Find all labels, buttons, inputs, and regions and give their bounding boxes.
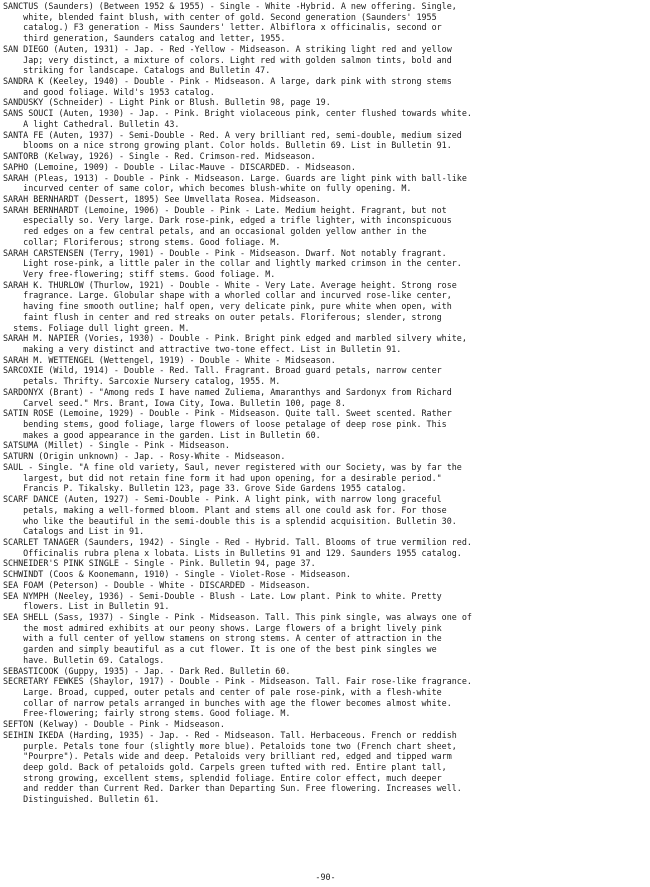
entry-line: SAUL - Single. "A fine old variety, Saul, never registered with our Society, was by far the [3, 461, 462, 472]
entry-line: SATSUMA (Millet) - Single - Pink - Midseason. [3, 440, 230, 451]
cultivar-entry [3, 537, 648, 558]
cultivar-entry [3, 591, 648, 612]
entry-line: red edges on a few central petals, and an occasional golden yellow anther in the [3, 226, 427, 237]
entry-line: blooms on a nice strong growing plant. Color holds. Bulletin 69. List in Bulletin 91. [3, 140, 452, 151]
entry-line: SARAH M. NAPIER (Vories, 1930) - Double - Pink. Bright pink edged and marbled silvery white, [3, 333, 467, 344]
entry-line: SEA FOAM (Peterson) - Double - White - DISCARDED - Midseason. [3, 579, 311, 590]
entry-line: largest, but did not retain fine form it had upon opening, for a desirable period." [3, 472, 442, 483]
cultivar-entry [3, 569, 648, 580]
entry-line: SEA SHELL (Sass, 1937) - Single - Pink - Midseason. Tall. This pink single, was always one of [3, 611, 472, 622]
entry-line: and redder than Current Red. Darker than Departing Sun. Free flowering. Increases well. [3, 783, 462, 794]
entry-line: SARAH BERNHARDT (Lemoine, 1906) - Double - Pink - Late. Medium height. Fragrant, but not [3, 204, 447, 215]
entry-line: SARCOXIE (Wild, 1914) - Double - Red. Tall. Fragrant. Broad guard petals, narrow center [3, 365, 442, 376]
entry-line: incurved center of same color, which becomes blush-white on fully opening. M. [3, 183, 412, 194]
cultivar-entry [3, 494, 648, 537]
entry-line: SCHNEIDER'S PINK SINGLE - Single - Pink. Bulletin 94, page 37. [3, 558, 316, 569]
entry-line: Free-flowering; fairly strong stems. Good foliage. M. [3, 708, 291, 719]
entry-line: SARAH CARSTENSEN (Terry, 1901) - Double - Pink - Midseason. Dwarf. Not notably fragrant. [3, 247, 447, 258]
cultivar-entry [3, 719, 648, 730]
entry-line: SANTA FE (Auten, 1937) - Semi-Double - Red. A very brilliant red, semi-double, medium sized [3, 129, 462, 140]
entry-line: flowers. List in Bulletin 91. [3, 601, 170, 612]
entry-line: Light rose-pink, a little paler in the collar and lightly marked crimson in the center. [3, 258, 462, 269]
entry-line: the most admired exhibits at our peony shows. Large flowers of a bright lively pink [3, 622, 442, 633]
entry-line: third generation, Saunders catalog and letter, 1955. [3, 33, 286, 44]
cultivar-entry [3, 248, 648, 280]
entry-line: SEFTON (Kelway) - Double - Pink - Midseason. [3, 719, 225, 730]
entry-list [3, 1, 648, 805]
entry-line: collar; Floriferous; strong stems. Good foliage. M. [3, 236, 281, 247]
entry-line: Distinguished. Bulletin 61. [3, 794, 160, 805]
entry-line: have. Bulletin 69. Catalogs. [3, 654, 165, 665]
entry-line: deep gold. Back of petaloids gold. Carpels green tufted with red. Entire plant tall, [3, 762, 447, 773]
entry-line: Very free-flowering; stiff stems. Good foliage. M. [3, 268, 276, 279]
cultivar-entry [3, 451, 648, 462]
entry-line: collar of narrow petals arranged in bunches with age the flower becomes almost white. [3, 697, 452, 708]
entry-line: SCARLET TANAGER (Saunders, 1942) - Single - Red - Hybrid. Tall. Blooms of true vermilion red. [3, 536, 472, 547]
cultivar-entry [3, 666, 648, 677]
entry-line: "Pourpre"). Petals wide and deep. Petaloids very brilliant red, edged and tipped warm [3, 751, 452, 762]
entry-line: SANTORB (Kelway, 1926) - Single - Red. Crimson-red. Midseason. [3, 151, 316, 162]
entry-line: makes a good appearance in the garden. List in Bulletin 60. [3, 429, 321, 440]
cultivar-entry [3, 333, 648, 354]
entry-line: SAPHO (Lemoine, 1909) - Double - Lilac-Mauve - DISCARDED. - Midseason. [3, 161, 356, 172]
entry-line: making a very distinct and attractive two-tone effect. List in Bulletin 91. [3, 344, 402, 354]
entry-line: especially so. Very large. Dark rose-pink, edged a trifle lighter, with inconspicuous [3, 215, 452, 226]
cultivar-entry [3, 162, 648, 173]
entry-line: garden and simply beautiful as a cut flower. It is one of the best pink singles we [3, 644, 437, 655]
cultivar-entry [3, 676, 648, 719]
entry-line: SATIN ROSE (Lemoine, 1929) - Double - Pink - Midseason. Quite tall. Sweet scented. Rather [3, 408, 452, 419]
entry-line: SANDRA K (Keeley, 1940) - Double - Pink - Midseason. A large, dark pink with strong stems [3, 76, 452, 87]
entry-line: white, blended faint blush, with center of gold. Second generation (Saunders' 1955 [3, 11, 437, 22]
entry-line: SARAH (Pleas, 1913) - Double - Pink - Midseason. Large. Guards are light pink with ball-like [3, 172, 467, 183]
entry-line: SEIHIN IKEDA (Harding, 1935) - Jap. - Red - Midseason. Tall. Herbaceous. French or reddish [3, 729, 457, 740]
entry-line: Francis P. Tikalsky. Bulletin 123, page 33. Grove Side Gardens 1955 catalog. [3, 483, 407, 494]
cultivar-entry [3, 97, 648, 108]
entry-line: Large. Broad, cupped, outer petals and center of pale rose-pink, with a flesh-white [3, 687, 442, 697]
entry-line: catalog.) F3 generation - Miss Saunders' letter. Albiflora x officinalis, second or [3, 22, 442, 33]
entry-line: Catalogs and List in 91. [3, 526, 145, 537]
entry-line: Carvel seed." Mrs. Brant, Iowa City, Iowa. Bulletin 100, page 8. [3, 397, 346, 408]
cultivar-entry [3, 173, 648, 194]
entry-line: SCARF DANCE (Auten, 1927) - Semi-Double - Pink. A light pink, with narrow long graceful [3, 494, 442, 505]
entry-line: SATURN (Origin unknown) - Jap. - Rosy-White - Midseason. [3, 451, 286, 462]
entry-line: SCHWINDT (Coos & Koonemann, 1910) - Single - Violet-Rose - Midseason. [3, 569, 351, 580]
entry-line: strong growing, excellent stems, splendid foliage. Entire color effect, much deeper [3, 772, 442, 783]
entry-line: purple. Petals tone four (slightly more blue). Petaloids tone two (French chart sheet, [3, 740, 457, 751]
entry-line: having fine smooth outline; half open, very delicate pink, pure white when open, with [3, 301, 452, 312]
entry-line: SANDUSKY (Schneider) - Light Pink or Blush. Bulletin 98, page 19. [3, 97, 331, 108]
entry-line: Jap; very distinct, a mixture of colors. Light red with golden salmon tints, bold and [3, 54, 452, 65]
entry-line: SANS SOUCI (Auten, 1930) - Jap. - Pink. Bright violaceous pink, center flushed towards white. [3, 108, 472, 119]
cultivar-entry [3, 205, 648, 248]
entry-line: SARAH K. THURLOW (Thurlow, 1921) - Double - White - Very Late. Average height. Strong rose [3, 279, 457, 290]
entry-line: fragrance. Large. Globular shape with a whorled collar and incurved rose-like center, [3, 290, 452, 301]
page-number: -90- [315, 872, 336, 882]
cultivar-entry [3, 730, 648, 805]
entry-line: bending stems, good foliage, large flowers of loose petalage of deep rose pink. This [3, 419, 447, 430]
cultivar-entry [3, 612, 648, 666]
cultivar-entry [3, 440, 648, 451]
cultivar-entry [3, 1, 648, 44]
entry-line: SARAH M. WETTENGEL (Wettengel, 1919) - Double - White - Midseason. [3, 354, 336, 365]
entry-line: petals, making a well-formed bloom. Plant and stems all one could ask for. For those [3, 504, 447, 515]
cultivar-entry [3, 44, 648, 76]
entry-line: SEBASTICOOK (Guppy, 1935) - Jap. - Dark Red. Bulletin 60. [3, 665, 291, 676]
entry-line: and good foliage. Wild's 1953 catalog. [3, 86, 215, 97]
entry-line: with a full center of yellow stamens on strong stems. A center of attraction in the [3, 633, 442, 644]
cultivar-entry [3, 355, 648, 366]
cultivar-entry [3, 408, 648, 440]
entry-line: A light Cathedral. Bulletin 43. [3, 118, 180, 129]
entry-line: SEA NYMPH (Neeley, 1936) - Semi-Double - Blush - Late. Low plant. Pink to white. Pretty [3, 590, 442, 601]
entry-line: SARDONYX (Brant) - "Among reds I have named Zuliema, Amaranthys and Sardonyx from Richard [3, 386, 452, 397]
entry-line: SARAH BERNHARDT (Dessert, 1895) See Umvellata Rosea. Midseason. [3, 193, 321, 204]
entry-line: SAN DIEGO (Auten, 1931) - Jap. - Red -Yellow - Midseason. A striking light red and yellow [3, 43, 452, 54]
entry-line: faint flush in center and red streaks on outer petals. Floriferous; slender, strong [3, 311, 442, 322]
entry-line: striking for landscape. Catalogs and Bulletin 47. [3, 65, 271, 76]
cultivar-entry [3, 280, 648, 334]
cultivar-entry [3, 108, 648, 129]
entry-line: Officinalis rubra plena x lobata. Lists in Bulletins 91 and 129. Saunders 1955 catalog. [3, 547, 462, 558]
cultivar-entry [3, 387, 648, 408]
entry-line: who like the beautiful in the semi-double this is a splendid acquisition. Bulletin 30. [3, 515, 457, 526]
cultivar-entry [3, 580, 648, 591]
cultivar-entry [3, 194, 648, 205]
entry-line: petals. Thrifty. Sarcoxie Nursery catalog, 1955. M. [3, 376, 281, 387]
cultivar-entry [3, 558, 648, 569]
cultivar-entry [3, 462, 648, 494]
cultivar-entry [3, 151, 648, 162]
entry-line: stems. Foliage dull light green. M. [3, 322, 190, 333]
cultivar-entry [3, 365, 648, 386]
entry-line: SECRETARY FEWKES (Shaylor, 1917) - Double - Pink - Midseason. Tall. Fair rose-like fragrance. [3, 676, 472, 687]
cultivar-entry [3, 76, 648, 97]
entry-line: SANCTUS (Saunders) (Between 1952 & 1955) - Single - White -Hybrid. A new offering. Single, [3, 1, 457, 11]
document-page [3, 0, 648, 887]
cultivar-entry [3, 130, 648, 151]
